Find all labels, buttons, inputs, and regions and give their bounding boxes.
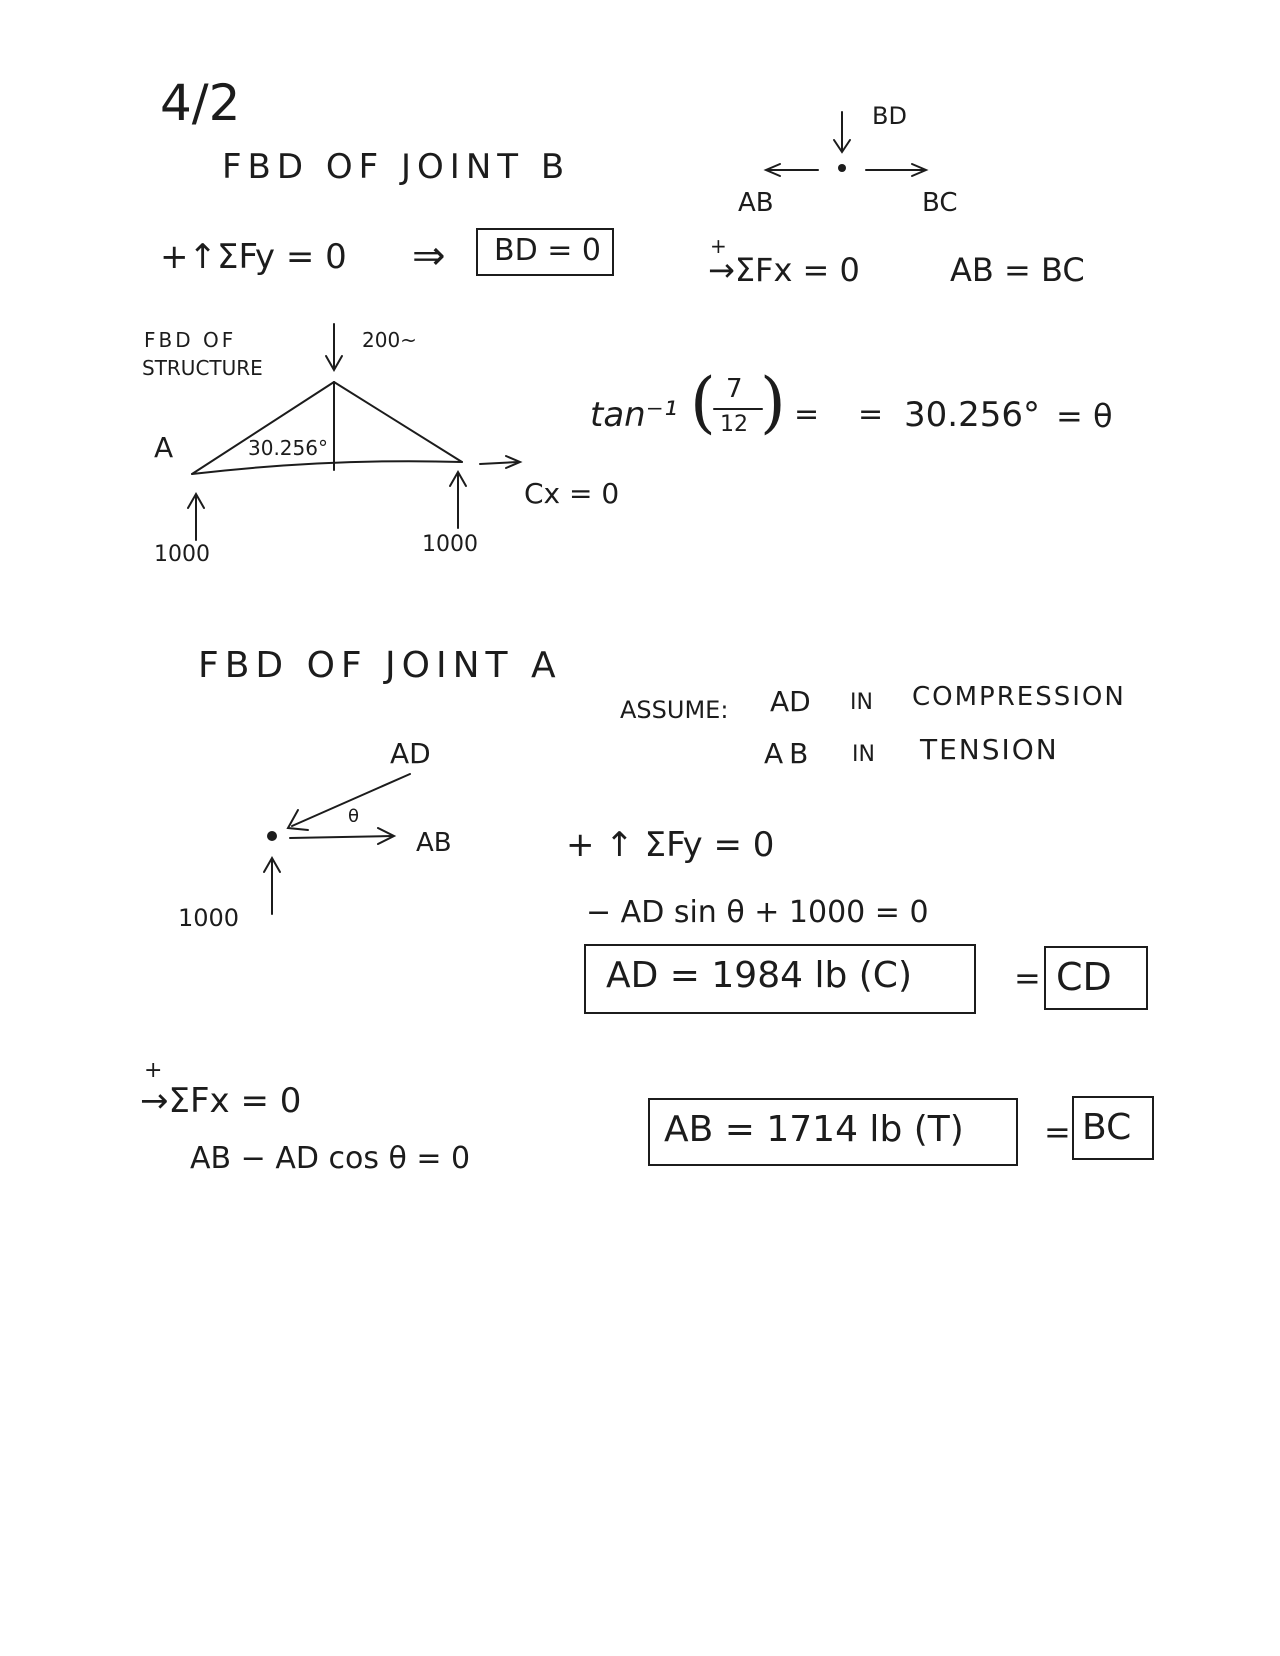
assume-2-state: TENSION [920,733,1059,766]
joint-a-label-theta: θ [348,806,360,827]
result-bd: BD = 0 [494,233,601,268]
joint-a-heading: FBD OF JOINT A [198,645,562,686]
implies-arrow: ⇒ [412,233,446,279]
assume-2-member: AB [764,737,815,770]
joint-b-eq-x-sign: + [710,234,727,258]
assume-1-state: COMPRESSION [912,682,1126,712]
structure-heading-line2: STRUCTURE [142,356,263,380]
structure-load: 200~ [362,328,417,352]
result-ab: AB = 1714 lb (T) [664,1109,964,1150]
result-ad: AD = 1984 lb (C) [606,955,912,996]
joint-b-eq-x: →ΣFx = 0 [708,251,860,289]
result-bc-eq: = [1044,1113,1071,1151]
theta-paren-open: ( [690,364,716,441]
theta-paren-close: ) [760,364,786,441]
result-cd-eq: = [1014,959,1041,997]
theta-tan: tan⁻¹ [590,395,678,435]
joint-a-label-ab: AB [416,828,452,858]
result-cd: CD [1056,955,1112,999]
structure-angle: 30.256° [248,436,328,460]
sum-x-expand: AB − AD cos θ = 0 [190,1141,471,1176]
joint-a-eq-y-expand: − AD sin θ + 1000 = 0 [586,895,929,930]
assume-1-in: IN [850,690,873,715]
structure-reaction-a: 1000 [154,542,210,567]
result-bc: BC [1082,1107,1132,1148]
problem-number: 4/2 [160,74,241,132]
result-ab-equals-bc: AB = BC [950,251,1085,289]
theta-eq2: = [858,397,884,432]
joint-a-eq-y: + ↑ ΣFy = 0 [566,825,775,865]
structure-cx: Cx = 0 [524,477,620,510]
theta-symbol: = θ [1056,397,1113,435]
joint-a-label-ad: AD [390,737,431,770]
theta-eq1: = [794,397,820,432]
joint-b-label-bc: BC [922,188,958,218]
joint-b-heading: FBD OF JOINT B [222,147,571,187]
theta-value: 30.256° [904,395,1040,435]
joint-b-label-ab: AB [738,188,774,218]
joint-b-eq-y: +↑ΣFy = 0 [160,237,347,277]
joint-b-label-bd: BD [872,102,907,130]
structure-reaction-c: 1000 [422,532,478,557]
joint-a-reaction: 1000 [178,904,240,932]
theta-denominator: 12 [720,412,748,437]
assume-label: ASSUME: [620,696,729,724]
structure-label-a: A [154,431,174,464]
assume-2-in: IN [852,742,875,767]
theta-numerator: 7 [726,374,743,404]
structure-heading-line1: FBD OF [144,328,237,352]
sum-x-eq: →ΣFx = 0 [140,1081,302,1121]
assume-1-member: AD [770,685,811,718]
sum-x-sign: + [144,1058,163,1083]
